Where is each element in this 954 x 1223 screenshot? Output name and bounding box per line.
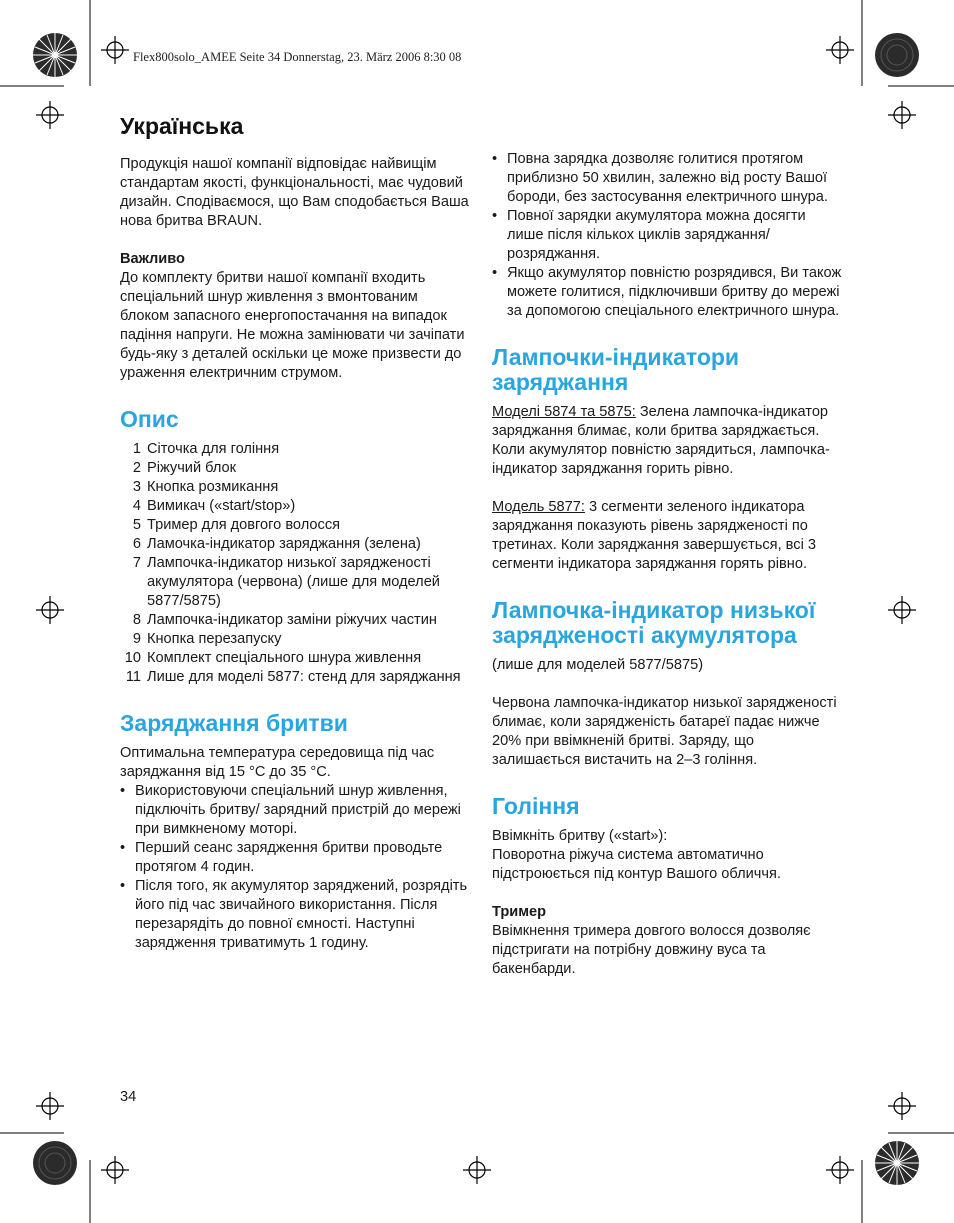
charging-heading: Заряджання бритви xyxy=(120,710,348,736)
item-number: 4 xyxy=(132,498,141,514)
item-text: Лише для моделі 5877: стенд для заряджання xyxy=(147,669,461,685)
item-number: 3 xyxy=(132,479,141,495)
star-target-bottom-right xyxy=(875,1141,919,1185)
item-number: 8 xyxy=(132,612,141,628)
intro-paragraph: Продукція нашої компанії відповідає найвищім стандартам якості, функціональності, має чудовий дизайн. Сподіваємося, що Вам сподобається Ваша нова бритва BRAUN. xyxy=(120,156,469,229)
important-heading: Важливо xyxy=(120,251,185,267)
list-item: • Використовуючи спеціальний шнур живлення, підключіть бритву/ зарядний пристрій до мережі при вимкненому моторі. xyxy=(120,782,470,839)
registration-mark-top-right xyxy=(826,36,854,64)
item-text: Ріжучий блок xyxy=(147,460,237,476)
list-item xyxy=(120,611,470,630)
registration-mark-top-left xyxy=(101,36,129,64)
item-text: Тример для довгого волосся xyxy=(147,517,341,533)
registration-mark-bottom-right xyxy=(826,1156,854,1184)
right-column xyxy=(492,150,842,998)
item-number: 9 xyxy=(132,631,141,647)
list-item xyxy=(120,630,470,649)
model-text: Зелена лампочка-індикатор заряджання блимає, коли бритва заряджається. Коли акумулятор повністю зарядиться, лампочка-індикатор заряджання горить рівно. xyxy=(492,404,830,477)
item-number: 6 xyxy=(132,536,141,552)
star-target-bottom-left xyxy=(33,1141,77,1185)
registration-mark-bottom-left xyxy=(101,1156,129,1184)
registration-mark-right-middle xyxy=(888,596,916,624)
item-number: 1 xyxy=(132,441,141,457)
indicator-model1-paragraph xyxy=(492,403,842,479)
list-item xyxy=(120,440,470,459)
item-number: 11 xyxy=(125,669,141,685)
item-text: Ламочка-індикатор заряджання (зелена) xyxy=(147,536,421,552)
list-item xyxy=(120,668,470,687)
list-item xyxy=(120,497,470,516)
list-item xyxy=(120,649,470,668)
item-number: 10 xyxy=(124,650,141,666)
list-item: • Після того, як акумулятор заряджений, розрядіть його під час звичайного використання. Після перезарядіть до повної ємності. Наступні зарядження триватимуть 1 годину. xyxy=(120,877,470,953)
item-text: Кнопка розмикання xyxy=(147,479,279,495)
star-target-top-right xyxy=(875,33,919,77)
list-item xyxy=(120,478,470,497)
low-battery-note: (лише для моделей 5877/5875) xyxy=(492,657,704,673)
registration-mark-bottom-center xyxy=(463,1156,491,1184)
shaving-heading: Гоління xyxy=(492,793,580,819)
model-label: Модель 5877: xyxy=(492,499,585,515)
charging-bullets xyxy=(120,782,470,953)
list-item: • Перший сеанс зарядження бритви проводьте протягом 4 годин. xyxy=(120,839,470,877)
star-target-top-left xyxy=(33,33,77,77)
shaving-paragraph xyxy=(492,827,842,884)
list-item: • Якщо акумулятор повністю розрядився, Ви також можете голитися, підключивши бритву до мережі за допомогою спеціального електричного шнура. xyxy=(492,264,842,321)
item-text: Лампочка-індикатор заміни ріжучих частин xyxy=(147,612,437,628)
shaving-line: Ввімкніть бритву («start»): xyxy=(492,828,668,844)
description-list xyxy=(120,440,470,687)
item-number: 7 xyxy=(132,555,141,571)
trimmer-paragraph: Ввімкнення тримера довгого волосся дозволяє підстригати на потрібну довжину вуса та бакенбарди. xyxy=(492,923,811,977)
charging-intro: Оптимальна температура середовища під час заряджання від 15 °C до 35 °C. xyxy=(120,745,435,780)
left-column xyxy=(120,112,470,953)
list-item: • Повна зарядка дозволяє голитися протягом приблизно 50 хвилин, залежно від росту Вашої бороди, без застосування електричного шнура. xyxy=(492,150,842,207)
low-battery-heading: Лампочка-індикатор низької зарядженості акумулятора xyxy=(492,597,816,648)
registration-mark-right-bottom xyxy=(888,1092,916,1120)
item-text: Лампочка-індикатор низької зарядженості акумулятора (червона) (лише для моделей 5877/5875) xyxy=(147,555,440,609)
important-paragraph: До комплекту бритви нашої компанії входить спеціальний шнур живлення з вмонтованим блоком запасного енергопостачання на випадок падіння напруги. Не можна замінювати чи зачіпати будь-яку з деталей оскільки це може призвести до ураження електричним струмом. xyxy=(120,270,465,381)
charging-bullets-continued xyxy=(492,150,842,321)
item-number: 5 xyxy=(132,517,141,533)
indicator-model2-paragraph xyxy=(492,498,842,574)
list-item xyxy=(120,554,470,611)
registration-mark-right-top xyxy=(888,101,916,129)
indicator-heading: Лампочки-індикатори заряджання xyxy=(492,344,740,395)
item-text: Кнопка перезапуску xyxy=(147,631,282,647)
registration-mark-left-top xyxy=(36,101,64,129)
description-heading: Опис xyxy=(120,406,179,432)
item-text: Сіточка для гоління xyxy=(147,441,280,457)
list-item xyxy=(120,459,470,478)
model-label: Моделі 5874 та 5875: xyxy=(492,404,636,420)
registration-mark-left-bottom xyxy=(36,1092,64,1120)
list-item: • Повної зарядки акумулятора можна досягти лише після кількох циклів заряджання/розряджання. xyxy=(492,207,842,264)
trimmer-heading: Тример xyxy=(492,904,547,920)
item-text: Вимикач («start/stop») xyxy=(147,498,296,514)
item-number: 2 xyxy=(132,460,141,476)
item-text: Комплект спеціального шнура живлення xyxy=(147,650,422,666)
registration-mark-left-middle xyxy=(36,596,64,624)
shaving-line: Поворотна ріжуча система автоматично підстроюється під контур Вашого обличчя. xyxy=(492,847,781,882)
page-number: 34 xyxy=(120,1089,137,1105)
list-item xyxy=(120,516,470,535)
list-item xyxy=(120,535,470,554)
low-battery-paragraph: Червона лампочка-індикатор низької зарядженості блимає, коли зарядженість батареї падає нижче 20% при ввімкненій бритві. Заряду, що залишається вистачить на 2–3 гоління. xyxy=(492,695,837,768)
model-text: 3 сегменти зеленого індикатора заряджання показують рівень зарядженості по третинах. Коли заряджання завершується, всі 3 сегменти індикатора заряджання горять рівно. xyxy=(492,499,816,572)
print-slug: Flex800solo_AMEE Seite 34 Donnerstag, 23. März 2006 8:30 08 xyxy=(133,50,462,64)
language-title: Українська xyxy=(120,113,244,139)
